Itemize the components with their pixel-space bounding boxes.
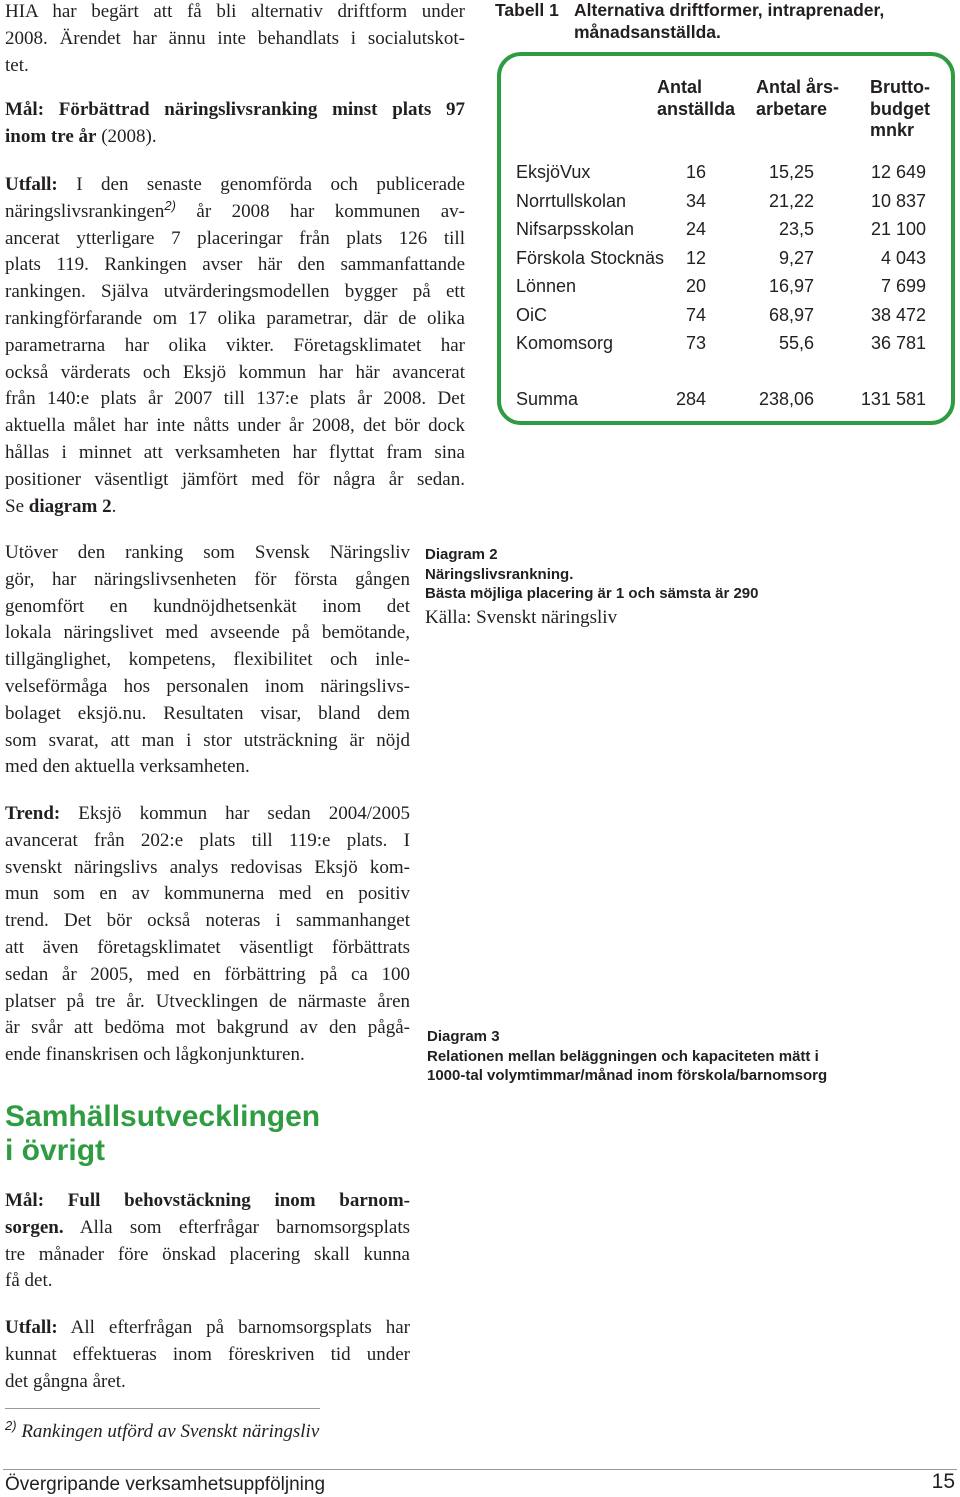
- diagram-2-source: Källa: Svenskt näringsliv: [425, 607, 618, 628]
- full-time-equivalents-cell: 15,25: [768, 162, 814, 182]
- unit-name-cell: Norrtullskolan: [516, 190, 627, 211]
- text-run: positioner väsentligt jämfört med för några år sedan.: [5, 468, 465, 490]
- text-line: [5, 124, 465, 151]
- text-run: tillgänglighet, kompetens, flexibilitet och inle-: [5, 649, 410, 671]
- header-full-time-equivalents: [756, 77, 839, 120]
- text-run: sedan år 2005, med en förbättring på ca 100: [5, 963, 410, 985]
- text-line: [427, 1047, 827, 1067]
- text-run: kunnat effektueras inom föreskriven tid under: [5, 1343, 410, 1365]
- unit-name-cell: Summa: [516, 389, 579, 409]
- text-line: [5, 1215, 410, 1242]
- text-line: [5, 1242, 410, 1269]
- text-run: år 2008 har kommunen av-: [175, 200, 465, 222]
- text-run: lokala näringslivet med avseende på bemötande,: [5, 622, 410, 644]
- employees-cell: 16: [685, 162, 706, 182]
- text-line: [574, 0, 884, 21]
- text-run: 2008. Ärendet har ännu inte behandlats i socialutskot-: [5, 27, 465, 49]
- text-run: ende finanskrisen och lågkonjunkturen.: [5, 1044, 305, 1066]
- text-run: som svarat, att man i stor utsträckning är nöjd: [5, 729, 410, 751]
- text-run: Eksjö kommun har sedan 2004/2005: [60, 803, 410, 824]
- text-run: också värderats och Eksjö kommun har här avancerat: [5, 361, 465, 383]
- bold-text: inom tre år: [5, 125, 97, 147]
- text-line: [5, 252, 465, 279]
- unit-name-cell: OiC: [516, 304, 547, 325]
- text-run: med den aktuella verksamheten.: [5, 756, 250, 778]
- text-run: Alternativa driftformer, intraprenader,: [574, 0, 885, 20]
- text-line: [5, 1188, 410, 1215]
- text-line: [5, 855, 410, 882]
- text-line: [870, 120, 930, 142]
- paragraph-outcome-business-ranking: [5, 172, 465, 520]
- text-line: [5, 828, 410, 855]
- text-run: Se: [5, 495, 29, 517]
- text-line: [657, 99, 735, 121]
- text-run: i övrigt: [5, 1134, 106, 1167]
- footnote-marker: 2): [5, 1418, 17, 1433]
- text-run: att även företagsklimatet väsentligt förbättrats: [5, 936, 410, 958]
- text-line: [5, 989, 410, 1016]
- text-line: [5, 97, 465, 124]
- text-line: [5, 386, 465, 413]
- header-employees: [657, 77, 735, 120]
- paragraph-hia-request: [5, 0, 465, 79]
- text-line: [5, 935, 410, 962]
- text-line: [5, 754, 410, 781]
- gross-budget-cell: 38 472: [870, 304, 926, 325]
- gross-budget-cell: 36 781: [870, 333, 926, 353]
- text-run: Näringslivsrankning.: [425, 565, 574, 583]
- gross-budget-cell: 10 837: [870, 190, 926, 211]
- unit-name-cell: Komomsorg: [516, 333, 614, 353]
- paragraph-trend: [5, 801, 410, 1069]
- text-run: platser på tre år. Utvecklingen de närmaste åren: [5, 990, 410, 1012]
- bold-text: sorgen.: [5, 1216, 64, 1238]
- text-run: Antal: [657, 77, 702, 97]
- text-line: [5, 1342, 410, 1369]
- text-line: [870, 99, 930, 121]
- text-run: Brutto-: [870, 77, 930, 97]
- text-line: [574, 21, 884, 43]
- unit-name-cell: Nifsarpsskolan: [516, 219, 635, 239]
- text-line: [5, 1100, 320, 1134]
- footnote-divider: [5, 1408, 320, 1409]
- text-line: [5, 333, 465, 360]
- text-line: [5, 962, 410, 989]
- text-run: är svår att bedöma mot bakgrund av den pågå-: [5, 1017, 410, 1039]
- table-caption: [574, 0, 884, 43]
- text-run: gör, har näringslivsenheten för första gången: [5, 568, 410, 590]
- paragraph-customer-survey: [5, 540, 410, 781]
- text-run: arbetare: [756, 98, 828, 119]
- text-run: rankingen. Själva utvärderingsmodellen bygger på ett: [5, 281, 465, 303]
- text-run: All efterfrågan på barnomsorgsplats har: [57, 1317, 410, 1338]
- text-line: [5, 26, 465, 53]
- text-line: [5, 494, 465, 521]
- employees-cell: 20: [685, 276, 706, 296]
- diagram-3-caption: [427, 1027, 827, 1086]
- table-row: [501, 187, 951, 216]
- text-run: 1000-tal volymtimmar/månad inom förskola/barnomsorg: [427, 1067, 828, 1084]
- text-line: [5, 540, 410, 567]
- text-run: tre månader före önskad placering skall kunna: [5, 1243, 410, 1265]
- text-run: mnkr: [870, 120, 915, 140]
- table-row: [501, 301, 951, 330]
- text-line: [5, 413, 465, 440]
- text-line: [756, 99, 839, 121]
- text-run: HIA har begärt att få bli alternativ driftform under: [5, 1, 465, 22]
- text-line: [5, 226, 465, 253]
- employees-cell: 284: [675, 389, 706, 409]
- text-line: [427, 1066, 827, 1086]
- text-line: [5, 1268, 410, 1295]
- bold-text: Utfall:: [5, 174, 58, 195]
- table-row: [501, 244, 951, 273]
- table-row: [501, 329, 951, 358]
- paragraph-goal-childcare: [5, 1188, 410, 1295]
- text-run: .: [111, 495, 117, 517]
- bold-text: Mål: Full behovstäckning inom barnom-: [5, 1190, 410, 1211]
- text-line: [5, 467, 465, 494]
- text-run: bolaget eksjö.nu. Resultaten visar, bland dem: [5, 702, 410, 724]
- text-run: få det.: [5, 1270, 53, 1292]
- table-row: [501, 385, 951, 414]
- text-line: [756, 77, 839, 99]
- text-line: [5, 647, 410, 674]
- text-line: [5, 674, 410, 701]
- full-time-equivalents-cell: 23,5: [778, 219, 814, 239]
- gross-budget-cell: 7 699: [880, 276, 926, 296]
- text-line: [5, 701, 410, 728]
- text-line: [5, 801, 410, 828]
- unit-name-cell: Förskola Stocknäs: [516, 247, 665, 268]
- text-line: [5, 1369, 410, 1396]
- text-line: [5, 172, 465, 199]
- text-run: aktuella målet har inte nåtts under år 2008, det bör dock: [5, 415, 465, 437]
- italic-text: Rankingen utförd av Svenskt näringsliv: [16, 1421, 320, 1442]
- text-line: [5, 620, 410, 647]
- footer-title: Övergripande verksamhetsuppföljning: [5, 1474, 326, 1495]
- employees-cell: 24: [685, 219, 706, 239]
- text-line: [870, 77, 930, 99]
- table-row: [501, 158, 951, 187]
- text-run: velseförmåga hos personalen inom näringslivs-: [5, 675, 410, 697]
- table-total: [501, 385, 951, 414]
- employees-cell: 12: [685, 247, 706, 268]
- section-heading: [5, 1100, 320, 1168]
- text-line: [5, 1315, 410, 1342]
- text-run: Antal års-: [756, 77, 840, 97]
- text-run: månadsanställda.: [574, 22, 721, 42]
- footnote: [5, 1419, 319, 1445]
- diagram-3-title: Diagram 3: [427, 1028, 500, 1045]
- unit-name-cell: EksjöVux: [516, 162, 591, 182]
- text-run: Alla som efterfrågar barnomsorgsplats: [63, 1216, 410, 1238]
- text-run: budget: [870, 98, 930, 119]
- text-run: Relationen mellan beläggningen och kapaciteten mätt i: [427, 1047, 819, 1065]
- diagram-2-title: Diagram 2: [425, 546, 498, 563]
- text-run: (2008).: [96, 125, 157, 147]
- text-run: rankingförfarande om 17 olika parametrar, där de olika: [5, 307, 465, 329]
- bold-text: Trend:: [5, 803, 61, 824]
- text-run: plats 119. Rankingen avser här den sammanfattande: [5, 254, 465, 276]
- text-line: [657, 77, 735, 99]
- text-run: det gångna året.: [5, 1370, 126, 1392]
- full-time-equivalents-cell: 21,22: [768, 190, 814, 211]
- text-line: [5, 0, 465, 26]
- text-line: [5, 306, 465, 333]
- employees-cell: 73: [685, 333, 706, 353]
- text-line: [5, 1134, 320, 1168]
- table-row: [501, 215, 951, 244]
- gross-budget-cell: 12 649: [870, 162, 926, 182]
- paragraph-outcome-childcare: [5, 1315, 410, 1395]
- gross-budget-cell: 131 581: [860, 389, 926, 409]
- table-label: Tabell 1: [495, 0, 559, 20]
- full-time-equivalents-cell: 16,97: [768, 276, 814, 296]
- footer-divider: [3, 1469, 957, 1470]
- text-run: Bästa möjliga placering är 1 och sämsta är 290: [425, 585, 759, 602]
- text-line: [5, 1419, 319, 1445]
- text-run: näringslivsrankingen: [5, 200, 165, 222]
- unit-name-cell: Lönnen: [516, 276, 577, 296]
- text-run: tet.: [5, 54, 29, 76]
- text-line: [5, 1042, 410, 1069]
- text-line: [5, 53, 465, 80]
- header-gross-budget: [870, 77, 930, 142]
- text-line: [5, 360, 465, 387]
- page-number: 15: [931, 1470, 955, 1493]
- text-run: Utöver den ranking som Svensk Näringsliv: [5, 542, 410, 563]
- diagram-2-description: [425, 565, 759, 604]
- table-row: [501, 272, 951, 301]
- bold-text: diagram 2: [28, 495, 112, 517]
- paragraph-goal-business-ranking: [5, 97, 465, 151]
- text-line: [5, 279, 465, 306]
- full-time-equivalents-cell: 9,27: [778, 247, 814, 268]
- employees-cell: 74: [685, 304, 706, 325]
- full-time-equivalents-cell: 238,06: [758, 389, 814, 409]
- text-run: hållas i minnet att verksamheten har flyttat fram sina: [5, 441, 465, 463]
- text-run: I den senaste genomförda och publicerade: [57, 174, 465, 195]
- text-run: Samhällsutvecklingen: [5, 1100, 321, 1133]
- text-line: [5, 594, 410, 621]
- text-line: [425, 565, 759, 585]
- bold-text: Mål: Förbättrad näringslivsranking minst plats 97: [5, 99, 465, 120]
- footnote-marker: 2): [164, 197, 176, 213]
- text-line: [5, 908, 410, 935]
- gross-budget-cell: 4 043: [880, 247, 926, 268]
- table-body: [501, 158, 951, 358]
- text-line: [5, 199, 465, 226]
- text-line: [5, 1015, 410, 1042]
- table-box: [497, 52, 955, 425]
- text-run: från 140:e plats år 2007 till 137:e plats år 2008. Det: [5, 388, 465, 410]
- text-line: [5, 728, 410, 755]
- bold-text: Utfall:: [5, 1317, 58, 1338]
- text-run: parametrarna har olika vikter. Företagsklimatet har: [5, 334, 465, 356]
- text-run: svenskt näringslivs analys redovisas Eksjö kom-: [5, 856, 410, 878]
- text-line: [425, 584, 759, 604]
- text-line: [5, 440, 465, 467]
- full-time-equivalents-cell: 55,6: [778, 333, 814, 353]
- diagram-3-description: [427, 1047, 827, 1086]
- text-run: trend. Det bör också noteras i sammanhanget: [5, 910, 410, 932]
- text-run: ancerat ytterligare 7 placeringar från plats 126 till: [5, 227, 465, 249]
- employees-cell: 34: [685, 190, 706, 211]
- gross-budget-cell: 21 100: [870, 219, 926, 239]
- text-run: anställda: [657, 98, 736, 119]
- full-time-equivalents-cell: 68,97: [768, 304, 814, 325]
- diagram-2-caption: [425, 545, 759, 604]
- text-run: mun som en av kommunerna med en positiv: [5, 883, 410, 905]
- text-line: [5, 567, 410, 594]
- text-line: [5, 881, 410, 908]
- text-run: avancerat från 202:e plats till 119:e plats. I: [5, 829, 410, 851]
- text-run: genomfört en kundnöjdhetsenkät inom det: [5, 595, 410, 617]
